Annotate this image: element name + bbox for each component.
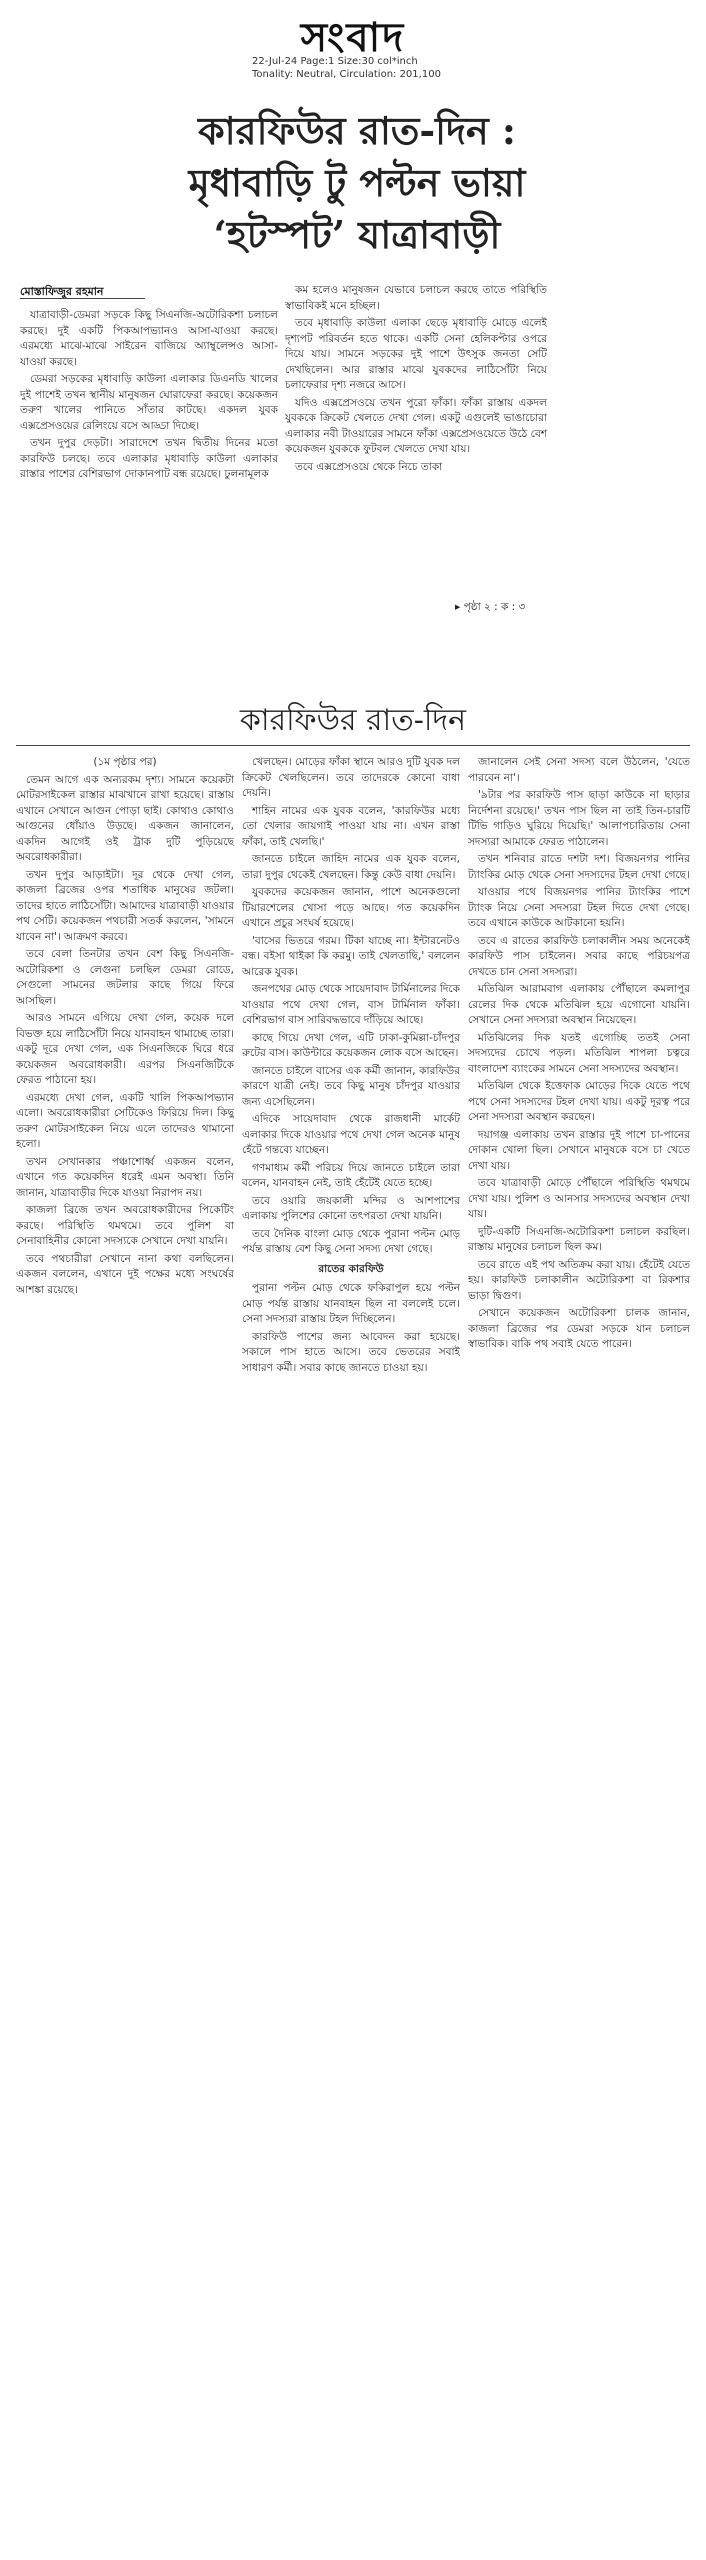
headline-rule <box>16 745 690 746</box>
paragraph: এদিকে সায়েদাবাদ থেকে রাজধানী মার্কেট এলাকার দিকে যাওয়ার পথে দেখা গেল অনেক মানুষ হেঁটে গন্তব্যে যাচ্ছেন। <box>242 1113 460 1156</box>
paragraph: কম হলেও মানুষজন যেভাবে চলাচল করছে তাতে পরিস্থিতি স্বাভাবিকই মনে হচ্ছিল। <box>285 284 547 312</box>
paragraph: তবে এক্সপ্রেসওয়ে থেকে নিচে তাকা <box>295 460 443 473</box>
byline: মোস্তাফিজুর রহমান <box>20 285 104 298</box>
paragraph: তবে এ রাতের কারফিউ চলাকালীন সময় অনেকেই কারফিউ পাস চাইলেন। সবার কাছে পরিচয়পত্র দেখতে চান সেনা সদস্যরা। <box>468 934 690 978</box>
headline-line1: কারফিউর রাত-দিন : <box>198 108 516 153</box>
article1-column-2 <box>285 283 547 593</box>
paragraph: '৯টার পর কারফিউ পাস ছাড়া কাউকে না ছাড়ার নির্দেশনা রয়েছে।' তখন পাস ছিল না তাই তিন-চারটি টিভি গাড়িও ঘুরিয়ে দিয়েছি।' আলাপচারিতায় সেনা সদস্যরা আমাকে ফেরত পাঠালেন। <box>468 789 690 848</box>
paragraph: কারফিউ পাশের জন্য আবেদন করা হয়েছে। সকালে পাস হাতে আসে। তবে ভেতরের সবাই সাধারণ কর্মী। সবার কাছে জানতে চাওয়া হয়। <box>242 1330 460 1374</box>
paragraph: তবে মৃধাবাড়ি কাউলা এলাকা ছেড়ে মৃধাবাড়ি মোড়ে এলেই দৃশ্যপট পরিবর্তন হতে থাকে। একটি সেনা হেলিকপ্টার ওপরে দিয়ে যায়। সামনে সড়কের দুই পাশে উৎসুক জনতা সেটি দেখছিলেন। আর রাস্তার মাঝে যুবকদের লাঠিসোঁটা নিয়ে চলাফেরার দৃশ্য নজরে আসে। <box>285 317 547 391</box>
paragraph: তবে ওয়ারি জয়কালী মন্দির ও আশপাশের এলাকায় পুলিশের কোনো তৎপরতা দেখা যায়নি। <box>242 1194 460 1222</box>
article1-column-1 <box>20 308 278 628</box>
paragraph: সেখানে কয়েকজন অটোরিকশা চালক জানান, কাজলা ব্রিজের পর ডেমরা সড়কে যান চলাচল স্বাভাবিক। বাকি পথ সবাই যেতে পারেন। <box>468 1307 690 1350</box>
paragraph: পুরানা পল্টন মোড় থেকে ফকিরাপুল হয়ে পল্টন মোড় পর্যন্ত রাস্তায় যানবাহন ছিল না বললেই চলে। সেনা সদস্যরা রাস্তায় টহল দিচ্ছিলেন। <box>242 1282 460 1325</box>
paragraph: মতিঝিল থেকে ইত্তেফাক মোড়ের দিকে যেতে পথে পথে সেনা সদস্যদের টহল দেখা যায়। একটু দূরত্ব পরে সেনা সদস্যরা অবস্থান করছেন। <box>468 1080 690 1123</box>
paragraph: তবে বেলা তিনটার তখন বেশ কিছু সিএনজি-অটোরিকশা ও লেগুনা চলছিল ডেমরা রোডে, সেগুলো সামনের জটলার কাছে গিয়ে ফিরে আসছিল। <box>16 948 234 1007</box>
paragraph: জানতে চাইলে জাহিদ নামের এক যুবক বলেন, তারা দুপুর থেকেই খেলছেন। কিন্তু কেউ বাধা দেয়নি। <box>242 853 460 881</box>
paragraph: দয়াগঞ্জ এলাকায় তখন রাস্তার দুই পাশে চা-পানের দোকান খোলা ছিল। সেখানে মানুষকে বসে চা খেতে দেখা যায়। <box>468 1128 690 1172</box>
article2-column-2 <box>242 755 460 2550</box>
article1-headline <box>52 105 662 261</box>
paragraph: তখন দুপুর আড়াইটা। দূর থেকে দেখা গেল, কাজলা ব্রিজের ওপর শতাধিক মানুষের জটলা। তাদের হাতে লাঠিসোঁটা। আমাদের যাত্রাবাড়ী যাওয়ার পথ সেটি। কয়েকজন পথচারী সতর্ক করলেন, 'সামনে যাবেন না'। আক্রমণ করবে। <box>16 868 234 943</box>
article2-headline: কারফিউর রাত-দিন <box>239 703 467 738</box>
article2-column-1 <box>16 755 234 2550</box>
paragraph: গণমাধ্যম কর্মী পরিচয় দিয়ে জানতে চাইলে তারা বলেন, যানবাহন নেই, তাই হেঁটেই যেতে হচ্ছে। <box>242 1161 460 1189</box>
subheading-night-curfew: রাতের কারফিউ <box>318 1262 384 1275</box>
paragraph: (১ম পৃষ্ঠার পর) <box>93 756 157 768</box>
paragraph: তবে যাত্রাবাড়ী মোড়ে পৌঁছালে পরিস্থিতি থমথমে দেখা যায়। পুলিশ ও আনসার সদস্যদের অবস্থান দেখা যায়। <box>468 1177 690 1220</box>
masthead <box>0 0 706 92</box>
paragraph: ডেমরা সড়কের মৃধাবাড়ি কাউলা এলাকার ডিএনডি খালের দুই পাশেই তখন স্থানীয় মানুষজন ঘোরাফেরা করছে। কয়েকজন তরুণ খালের পানিতে সাঁতার কাটছে। একদল যুবক এক্সপ্রেসওয়ের রেলিংয়ে বসে আড্ডা দিচ্ছে। <box>20 373 278 432</box>
paragraph: কাছে গিয়ে দেখা গেল, এটি ঢাকা-কুমিল্লা-চাঁদপুর রুটের বাস। কাউন্টারে কয়েকজন লোক বসে আছেন। <box>242 1031 460 1059</box>
article2-column-3 <box>468 755 690 2550</box>
paragraph: তখন শনিবার রাতে দশটা দশ। বিজয়নগর পানির ট্যাংকির মোড় থেকে সেনা সদস্যদের টহল দেখা গেছে। <box>468 853 690 881</box>
paragraph: জানতে চাইলে বাসের এক কর্মী জানান, কারফিউর কারণে যাত্রী নেই। তবে কিছু মানুষ চাঁদপুর যাওয়ার জন্য এসেছিলেন। <box>242 1064 460 1108</box>
paragraph: যদিও এক্সপ্রেসওয়ে তখন পুরো ফাঁকা। ফাঁকা রাস্তায় একদল যুবককে ক্রিকেট খেলতে দেখা গেল। একটু এগুলেই ভাঙাচোরা এলাকার নবী টাওয়ারের সামনে ফাঁকা এক্সপ্রেসওয়েতে উঠে বেশ কয়েকজন যুবককে ফুটবল খেলতে দেখা যায়। <box>285 396 547 455</box>
paragraph: তখন দুপুর দেড়টা। সারাদেশে তখন দ্বিতীয় দিনের মতো কারফিউ চলছে। তবে এলাকার মৃধাবাড়ি কাউলা এলাকার রাস্তার পাশের বেশিরভাগ দোকানপাট বন্ধ রয়েছে। ঢুলনামূলক <box>20 437 278 480</box>
paragraph: তেমন আগে এক অন্যরকম দৃশ্য। সামনে কয়েকটা মোটরসাইকেল রাস্তার মাঝখানে রাখা হয়েছে। রাস্তায় এখানে সেখানে আগুন পোড়া ছাই। কোথাও কোথাও আগুনের ধোঁয়াও উড়ছে। একজন জানালেন, একদিন আগেই ওই ট্রাক দুটি পুড়িয়েছে অবরোধকারীরা। <box>16 773 234 863</box>
paragraph: তবে রাতে এই পথ অতিক্রম করা যায়। হেঁটেই যেতে হয়। কারফিউ চলাকালীন অটোরিকশা বা রিকশার ভাড়া দ্বিগুণ। <box>468 1258 690 1302</box>
newspaper-logo: সংবাদ <box>300 14 406 61</box>
paragraph: কাজলা ব্রিজে তখন অবরোধকারীদের পিকেটিং করছে। পরিস্থিতি থমথমে। তবে পুলিশ বা সেনাবাহিনীর কোনো সদস্যকে সেখানে দেখা যায়নি। <box>16 1204 234 1247</box>
paragraph: খেলছেন। মোড়ের ফাঁকা স্থানে আরও দুটি যুবক দল ক্রিকেট খেলছিলেন। তবে তাদেরকে কোনো বাধা দেয়নি। <box>242 756 460 799</box>
paragraph: মতিঝিল আরামবাগ এলাকায় পৌঁছালে কমলাপুর রেলের দিক থেকে মতিঝিল হয়ে এগোনো যায়নি। সেখানে সেনা সদস্যরা অবস্থান নিয়েছেন। <box>468 983 690 1026</box>
paragraph: 'বাসের ভিতরে গরম। টিকা যাচ্ছে না। ইন্টারনেটও বন্ধ। বইসা থাইকা কি করমু। তাই খেলতাছি,' বললেন আরেক যুবক। <box>242 934 460 978</box>
paragraph: তবে পথচারীরা সেখানে নানা কথা বলছিলেন। একজন বললেন, এখানে দুই পক্ষের মধ্যে সংঘর্ষের আশঙ্কা রয়েছে। <box>16 1252 234 1296</box>
byline-rule <box>20 298 145 299</box>
paragraph: মতিঝিলের দিক যতই এগোচ্ছি ততই সেনা সদস্যদের চোখে পড়ল। মতিঝিল শাপলা চত্বরে বাংলাদেশ ব্যাংকের সামনে সেনা সদস্যদের অবস্থান। <box>468 1031 690 1075</box>
paragraph: আরও সামনে এগিয়ে দেখা গেল, কয়েক দলে বিভক্ত হয়ে লাঠিসোঁটা নিয়ে যানবাহন থামাচ্ছে তারা। একটু দূরে দেখা গেল, এক সিএনজিকে ঘিরে ধরে কয়েকজন অবরোধকারী। এরপর সিএনজিটিকে ফেরত পাঠানো হয়। <box>16 1012 234 1086</box>
paragraph: যাত্রাবাড়ী-ডেমরা সড়কে কিছু সিএনজি-অটোরিকশা চলাচল করছে। দুই একটি পিকআপভ্যানও আসা-যাওয়া করছে। এরমধ্যে মাঝে-মাঝে সাইরেন বাজিয়ে অ্যাম্বুলেন্সও আসা-যাওয়া করছে। <box>20 309 278 368</box>
paragraph: জানালেন সেই সেনা সদস্য বলে উঠলেন, 'যেতে পারবেন না'। <box>468 756 690 784</box>
clip-metadata-line2: Tonality: Neutral, Circulation: 201,100 <box>252 69 441 80</box>
continued-reference: ▸ পৃষ্ঠা ২ : ক : ৩ <box>455 601 526 613</box>
paragraph: তবে দৈনিক বাংলা মোড় থেকে পুরানা পল্টন মোড় পর্যন্ত রাস্তায় বেশ কিছু সেনা সদস্য দেখা গেছে। <box>242 1227 460 1255</box>
headline-line3: ‘হটস্পট’ যাত্রাবাড়ী <box>213 212 501 257</box>
headline-line2: মৃধাবাড়ি টু পল্টন ভায়া <box>188 160 526 205</box>
paragraph: জনপথের মোড় থেকে সায়েদাবাদ টার্মিনালের দিকে যাওয়ার পথে দেখা গেল, বাস টার্মিনাল ফাঁকা। বেশিরভাগ বাস সারিবদ্ধভাবে দাঁড়িয়ে আছে। <box>242 983 460 1026</box>
paragraph: এরমধ্যে দেখা গেল, একটি খালি পিকআপভ্যান এলো। অবরোধকারীরা সেটিকেও ফিরিয়ে দিল। কিছু তরুণ মোটরসাইকেল নিয়ে এলে তাদেরও থামানো হলো। <box>16 1091 234 1150</box>
paragraph: শাহিন নামের এক যুবক বলেন, 'কারফিউর মধ্যে তো খেলার জায়গাই পাওয়া যায় না। এখন রাস্তা ফাঁকা, তাই খেলছি।' <box>242 804 460 848</box>
paragraph: যাওয়ার পথে বিজয়নগর পানির ট্যাংকির পাশে ট্যাংক নিয়ে সেনা সদস্যরা টহল দিতে দেখা গেছে। তবে এখানে কাউকে আটকানো হয়নি। <box>468 886 690 929</box>
paragraph: দুটি-একটি সিএনজি-অটোরিকশা চলাচল করছিল। রাস্তায় মানুষের চলাচল ছিল কম। <box>468 1225 690 1253</box>
paragraph: তখন সেখানকার পঞ্চাশোর্ধ্ব একজন বলেন, এখানে গত কয়েকদিন ধরেই এমন অবস্থা। তিনি জানান, যাত্রাবাড়ীর দিকে যাওয়া নিরাপদ নয়। <box>16 1155 234 1199</box>
paragraph: যুবকদের কয়েকজন জানান, পাশে অনেকগুলো টিয়ারশেলের খোসা পড়ে আছে। গত কয়েকদিন এখানে প্রচুর সংঘর্ষ হয়েছে। <box>242 886 460 929</box>
clip-metadata-line1: 22-Jul-24 Page:1 Size:30 col*inch <box>252 56 418 67</box>
